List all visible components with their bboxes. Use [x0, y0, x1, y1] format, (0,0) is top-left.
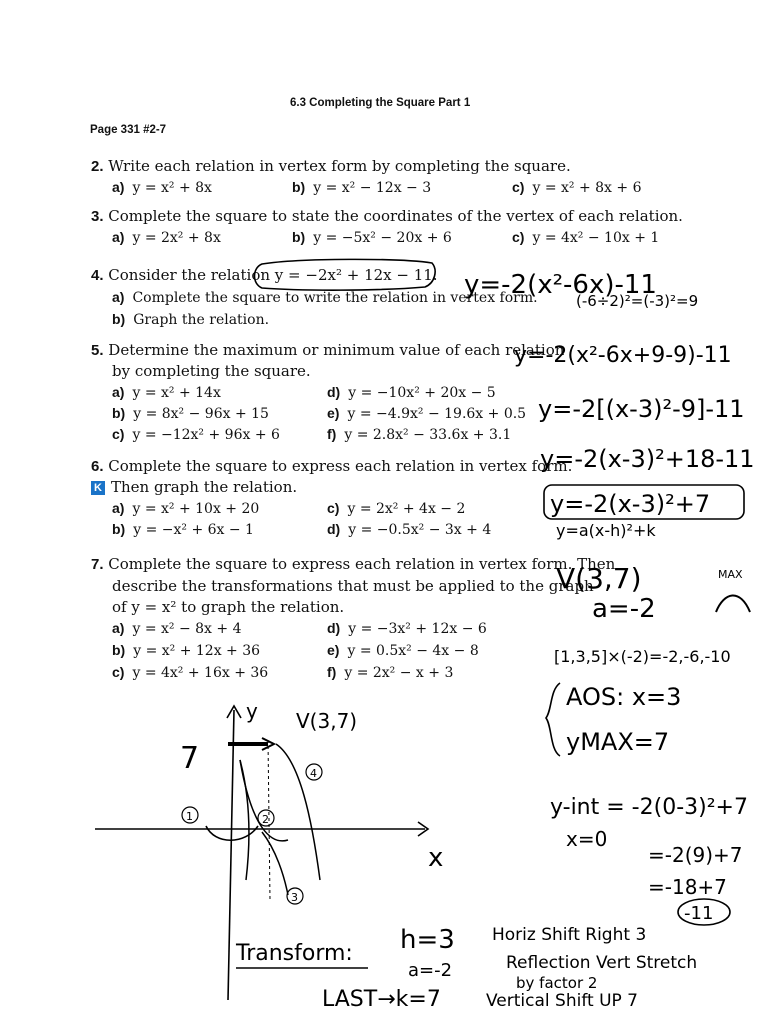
hw-t-h: h=3	[400, 925, 455, 955]
hw-t-a: a=-2	[408, 960, 453, 981]
question-prompt: Write each relation in vertex form by completing the square.	[108, 157, 571, 175]
q7-part-d: d) y = −3x² + 12x − 6	[327, 620, 487, 637]
q3-part-b: b) y = −5x² − 20x + 6	[292, 229, 452, 246]
question-relation: y = −2x² + 12x − 11.	[274, 266, 438, 284]
hw-a-value: a=-2	[592, 594, 656, 624]
q6-part-d: d) y = −0.5x² − 3x + 4	[327, 521, 492, 538]
question-prompt: Determine the maximum or minimum value of each relation	[108, 341, 565, 359]
hw-step-2: (-6÷2)²=(-3)²=9	[576, 292, 699, 310]
circled-number-3-text: 3	[291, 891, 298, 904]
question-number: 2.	[91, 158, 104, 175]
hw-x-zero: x=0	[566, 827, 608, 851]
hw-transform-label: Transform:	[236, 941, 353, 966]
q5-part-b: b) y = 8x² − 96x + 15	[112, 405, 269, 422]
page-reference: Page 331 #2-7	[90, 124, 167, 136]
hw-max-label: MAX	[718, 568, 743, 581]
q3-part-c: c) y = 4x² − 10x + 1	[512, 229, 660, 246]
q6-part-b: b) y = −x² + 6x − 1	[112, 521, 254, 538]
q4-part-b: b) Graph the relation.	[112, 311, 270, 328]
hw-t-a-desc-2: by factor 2	[516, 974, 598, 992]
question-prompt-cont: by completing the square.	[112, 362, 311, 380]
hw-t-k: LAST→k=7	[322, 987, 441, 1012]
q2-part-c: c) y = x² + 8x + 6	[512, 179, 642, 196]
question-number: 7.	[91, 556, 104, 573]
hw-step-1: y=-2(x²-6x)-11	[464, 270, 657, 300]
y-axis	[228, 710, 234, 1000]
hw-general-form: y=a(x-h)²+k	[556, 521, 656, 540]
hw-yint: y-int = -2(0-3)²+7	[550, 795, 748, 820]
question-prompt-cont: K Then graph the relation.	[91, 478, 297, 496]
q7-part-f: f) y = 2x² − x + 3	[327, 664, 454, 681]
q4-part-a: a) Complete the square to write the relation in vertex form.	[112, 289, 538, 306]
q5-part-f: f) y = 2.8x² − 33.6x + 3.1	[327, 426, 512, 443]
graph-vertex-label: V(3,7)	[296, 709, 358, 733]
q7-part-b: b) y = x² + 12x + 36	[112, 642, 261, 659]
q7-part-a: a) y = x² − 8x + 4	[112, 620, 242, 637]
question-number: 3.	[91, 208, 104, 225]
question-prompt-cont: of y = x² to graph the relation.	[112, 598, 345, 616]
hw-t-k-desc: Vertical Shift UP 7	[486, 991, 638, 1011]
q3-part-a: a) y = 2x² + 8x	[112, 229, 221, 246]
hw-calc-3: -11	[684, 903, 714, 924]
circled-number-2-text: 2	[262, 813, 269, 826]
question-prompt: Consider the relation	[108, 266, 275, 284]
q5-part-e: e) y = −4.9x² − 19.6x + 0.5	[327, 405, 527, 422]
question-prompt: Complete the square to express each relation in vertex form. Then	[108, 555, 616, 573]
question-number: 5.	[91, 342, 104, 359]
q7-part-e: e) y = 0.5x² − 4x − 8	[327, 642, 479, 659]
hw-t-a-desc: Reflection Vert Stretch	[506, 953, 698, 973]
question-number: 4.	[91, 267, 104, 284]
hw-step-5: y=-2(x-3)²+18-11	[540, 445, 755, 473]
q2-part-a: a) y = x² + 8x	[112, 179, 212, 196]
hw-pattern: [1,3,5]×(-2)=-2,-6,-10	[554, 647, 731, 666]
q7-part-c: c) y = 4x² + 16x + 36	[112, 664, 269, 681]
hw-vertex: V(3,7)	[556, 562, 642, 595]
hw-calc-2: =-18+7	[648, 875, 727, 899]
q6-part-a: a) y = x² + 10x + 20	[112, 500, 260, 517]
hw-calc-1: =-2(9)+7	[648, 843, 743, 867]
circled-number-1-text: 1	[186, 810, 193, 823]
hw-step-3: y=-2(x²-6x+9-9)-11	[514, 343, 732, 368]
brace-icon	[546, 683, 560, 756]
q5-part-d: d) y = −10x² + 20x − 5	[327, 384, 496, 401]
question-prompt-cont: describe the transformations that must be applied to the graph	[112, 577, 594, 595]
page-title: 6.3 Completing the Square Part 1	[290, 97, 471, 109]
hw-t-h-desc: Horiz Shift Right 3	[492, 925, 647, 945]
max-shape-icon	[716, 595, 750, 612]
graph-x-label: x	[428, 843, 444, 873]
q2-part-b: b) y = x² − 12x − 3	[292, 179, 432, 196]
graph-seven-label: 7	[180, 741, 200, 776]
question-prompt: Complete the square to state the coordinates of the vertex of each relation.	[108, 207, 683, 225]
hw-aos: AOS: x=3	[566, 683, 682, 711]
parabola-4-left	[240, 760, 249, 880]
q5-part-a: a) y = x² + 14x	[112, 384, 221, 401]
q5-part-c: c) y = −12x² + 96x + 6	[112, 426, 280, 443]
q6-part-c: c) y = 2x² + 4x − 2	[327, 500, 466, 517]
hw-step-6: y=-2(x-3)²+7	[550, 490, 711, 518]
k-badge-icon: K	[91, 481, 105, 495]
hw-ymax: yMAX=7	[566, 728, 670, 756]
circled-number-4-text: 4	[310, 767, 317, 780]
graph-y-label: y	[246, 699, 258, 723]
circle-annotation	[255, 259, 436, 290]
question-prompt: Complete the square to express each relation in vertex form.	[108, 457, 573, 475]
question-number: 6.	[91, 458, 104, 475]
hw-step-4: y=-2[(x-3)²-9]-11	[538, 395, 745, 423]
